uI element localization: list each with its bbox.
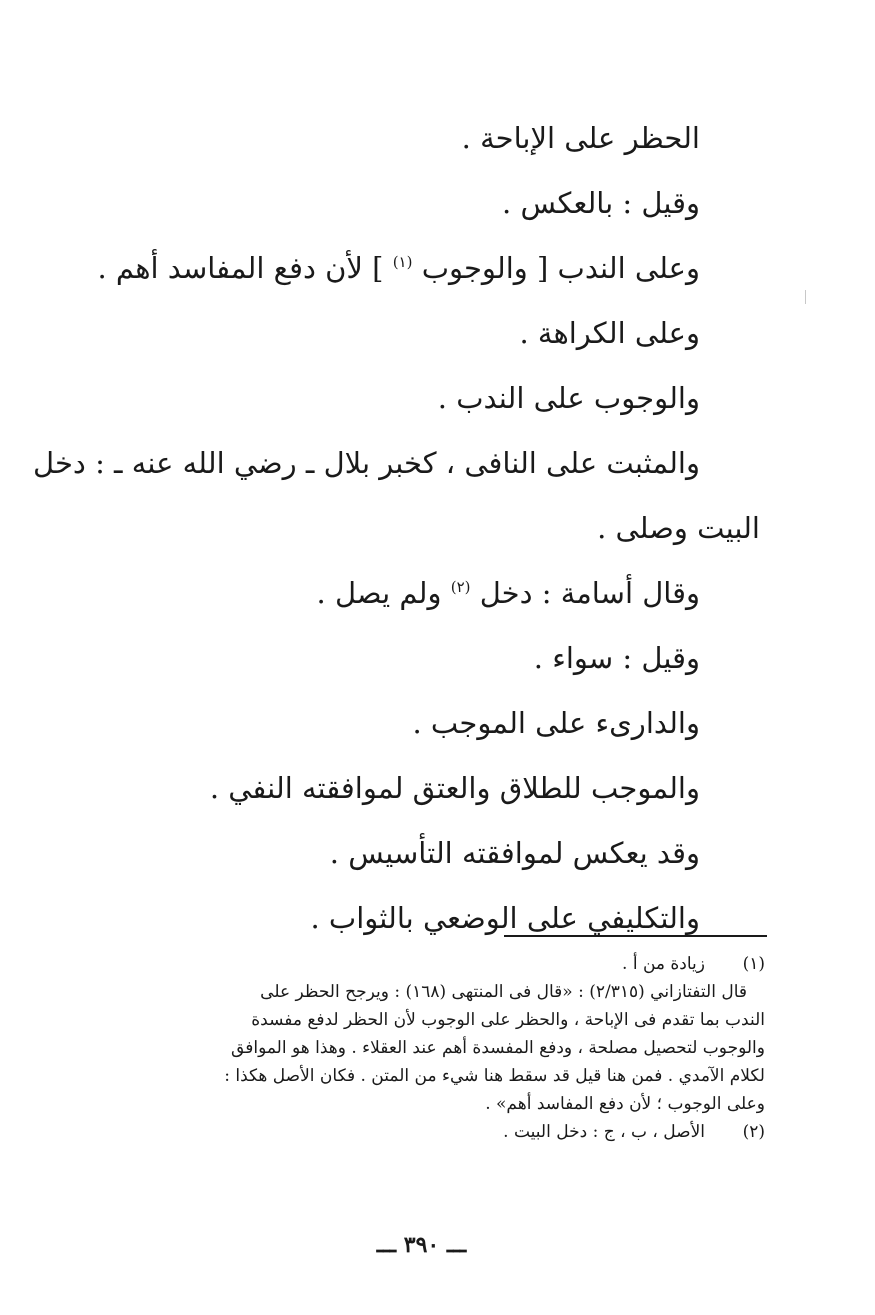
comment-line-5: وعلى الوجوب ؛ لأن دفع المفاسد أهم» . xyxy=(485,1094,765,1114)
text-line-12: وقد يعكس لموافقته التأسيس . xyxy=(329,836,700,870)
text-line-8 xyxy=(100,567,700,632)
text-line-4: وعلى الكراهة . xyxy=(519,316,700,350)
footnote-2 xyxy=(105,1118,765,1146)
comment-line-1: قال التفتازاني (٢/٣١٥) : «قال فى المنتهى (١٦٨) : ويرجح الحظر على xyxy=(260,982,747,1002)
footnote-2-text: الأصل ، ب ، ج : دخل البيت . xyxy=(503,1122,705,1142)
footnote-1-text: زيادة من أ . xyxy=(622,954,705,974)
footnote-1-number: (١) xyxy=(742,954,765,974)
text-line-13: والتكليفي على الوضعي بالثواب . xyxy=(310,901,700,935)
page-number: ـــ ٣٩٠ ـــ xyxy=(376,1232,467,1258)
text-line-10: والدارىء على الموجب . xyxy=(412,706,700,740)
footnote-1 xyxy=(105,950,765,978)
footnote-2-body xyxy=(105,1118,705,1146)
footnote-ref-1: (١) xyxy=(392,253,413,271)
footnotes xyxy=(105,950,765,1146)
text-line-3-start: وعلى الندب [ والوجوب xyxy=(421,251,700,285)
text-line-6: والمثبت على النافى ، كخبر بلال ـ رضي الله عنه ـ : دخل xyxy=(33,446,700,480)
text-line-5: والوجوب على الندب . xyxy=(437,381,700,415)
text-line-3-end: ] لأن دفع المفاسد أهم . xyxy=(97,251,384,285)
text-line-2: وقيل : بالعكس . xyxy=(502,186,700,220)
text-line-8-end: ولم يصل . xyxy=(316,576,442,610)
footnote-separator xyxy=(504,935,767,937)
footnote-1-comment xyxy=(105,978,765,1118)
main-text xyxy=(33,112,760,957)
text-line-8-start: وقال أسامة : دخل xyxy=(479,576,700,610)
text-line-3 xyxy=(97,242,700,307)
text-line-9: وقيل : سواء . xyxy=(533,641,700,675)
text-line-7: البيت وصلى . xyxy=(597,511,760,545)
text-line-11: والموجب للطلاق والعتق لموافقته النفي . xyxy=(209,771,700,805)
footnote-2-number: (٢) xyxy=(742,1122,765,1142)
text-line-1: الحظر على الإباحة . xyxy=(461,121,700,155)
comment-line-3: والوجوب لتحصيل مصلحة ، ودفع المفسدة أهم عند العقلاء . وهذا هو الموافق xyxy=(231,1038,765,1058)
comment-line-2: الندب بما تقدم فى الإباحة ، والحظر على الوجوب لأن الحظر لدفع مفسدة xyxy=(251,1010,765,1030)
footnote-ref-2: (٢) xyxy=(450,578,471,596)
comment-line-4: لكلام الآمدي . فمن هنا قيل قد سقط هنا شيء من المتن . فكان الأصل هكذا : xyxy=(224,1066,765,1086)
footnote-1-body xyxy=(105,950,705,978)
scan-edge-mark xyxy=(805,290,806,304)
